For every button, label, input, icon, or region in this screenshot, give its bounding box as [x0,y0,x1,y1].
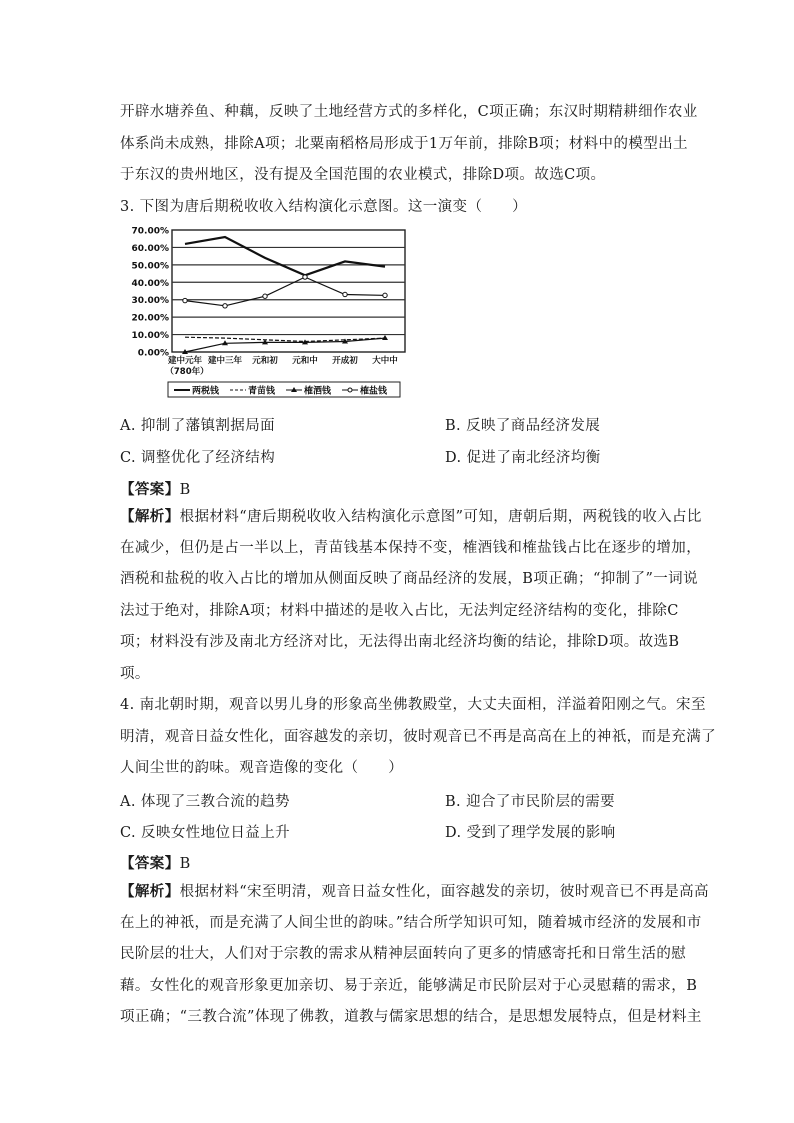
text-line: 体系尚未成熟，排除A项；北粟南稻格局形成于1万年前，排除B项；材料中的模型出土 [120,135,688,152]
q4-option-a[interactable]: A. 体现了三教合流的趋势 [120,794,290,810]
series-line [185,237,385,275]
legend-label: 榷酒钱 [304,386,332,397]
text-line: 在减少，但仍是占一半以上，青苗钱基本保持不变，榷酒钱和榷盐钱占比在逐步的增加， [120,539,702,556]
text-line: 明清，观音日益女性化，面容越发的亲切，彼时观音已不再是高高在上的神祇，而是充满了 [120,728,716,745]
text-line: 人间尘世的韵味。观音造像的变化（ ） [120,760,404,776]
data-point [183,298,187,302]
analysis-label: 【解析】 [120,508,180,525]
q4-analysis [120,876,709,1034]
text-line: 于东汉的贵州地区，没有提及全国范围的农业模式，排除D项。故选C项。 [120,167,606,183]
q3-option-b[interactable]: B. 反映了商品经济发展 [445,418,601,434]
question-3-stem [120,192,680,224]
legend-label: 青苗钱 [248,386,276,397]
y-tick-label: 60.00% [131,243,169,254]
x-tick-note: （780年） [165,367,209,377]
q4-option-b[interactable]: B. 迎合了市民阶层的需要 [445,794,616,810]
question-4-stem [120,690,716,785]
data-point [263,294,267,298]
q3-analysis [120,501,702,690]
text-line: 项；材料没有涉及南北方经济对比，无法得出南北经济均衡的结论，排除D项。故选B [120,634,680,650]
text-line: 法过于绝对，排除A项；材料中描述的是收入占比，无法判定经济结构的变化，排除C [120,602,679,619]
answer-value: B [179,856,191,872]
y-tick-label: 30.00% [131,296,169,307]
y-tick-label: 0.00% [137,348,169,359]
q3-option-d[interactable]: D. 促进了南北经济均衡 [445,450,601,466]
top-paragraph [120,97,698,192]
data-point [223,304,227,308]
analysis-text: 根据材料“唐后期税收收入结构演化示意图”可知，唐朝后期，两税钱的收入占比 [179,509,702,525]
text-line: 3. 下图为唐后期税收收入结构演化示意图。这一演变（ ） [120,199,528,215]
q4-option-d[interactable]: D. 受到了理学发展的影响 [445,825,616,841]
y-tick-label: 70.00% [131,226,169,237]
data-point [343,292,347,296]
text-line: 在上的神祇，而是充满了人间尘世的韵味。”结合所学知识可知，随着城市经济的发展和市 [120,914,702,931]
plot-area [172,230,405,352]
x-tick-label: 大中中 [372,356,398,366]
text-line [120,876,709,908]
q4-option-c[interactable]: C. 反映女性地位日益上升 [120,825,290,841]
series-line [185,277,385,306]
q3-answer [120,478,191,499]
text-line: 酒税和盐税的收入占比的增加从侧面反映了商品经济的发展，B项正确；“抑制了”一词说 [120,571,698,587]
legend-label: 榷盐钱 [360,386,388,397]
text-line: 开辟水塘养鱼、种藕，反映了土地经营方式的多样化，C项正确；东汉时期精耕细作农业 [120,104,698,120]
x-tick-label: 元和中 [292,356,318,366]
data-point [382,335,388,340]
analysis-text: 根据材料“宋至明清，观音日益女性化，面容越发的亲切，彼时观音已不再是高高 [179,884,709,900]
y-tick-label: 50.00% [131,261,169,272]
x-tick-label: 元和初 [252,356,278,366]
text-line: 4. 南北朝时期，观音以男儿身的形象高坐佛教殿堂，大丈夫面相，洋溢着阳刚之气。宋至 [120,697,706,713]
text-line: 民阶层的壮大，人们对于宗教的需求从精神层面转向了更多的情感寄托和日常生活的慰 [120,946,687,962]
legend-marker [348,388,352,392]
legend-label: 两税钱 [192,386,220,397]
series-line [185,338,385,352]
data-point [303,275,307,279]
y-tick-label: 40.00% [131,278,169,289]
x-tick-label: 建中三年 [207,356,243,366]
answer-label: 【答案】 [120,855,180,872]
text-line [120,501,702,533]
answer-label: 【答案】 [120,481,180,498]
q3-option-a[interactable]: A. 抑制了藩镇割据局面 [120,418,275,434]
y-tick-label: 10.00% [131,331,169,342]
tax-structure-chart [120,222,410,400]
text-line: 项。 [120,665,150,682]
x-tick-label: 开成初 [332,356,358,366]
q3-option-c[interactable]: C. 调整优化了经济结构 [120,450,276,466]
answer-value: B [179,482,191,498]
analysis-label: 【解析】 [120,883,180,900]
data-point [383,293,387,297]
text-line: 藉。女性化的观音形象更加亲切、易于亲近，能够满足市民阶层对于心灵慰藉的需求，B [120,977,698,994]
x-tick-label: 建中元年 [167,356,203,366]
text-line: 项正确；“三教合流”体现了佛教，道教与儒家思想的结合，是思想发展特点，但是材料主 [120,1009,702,1025]
y-tick-label: 20.00% [131,313,169,324]
q4-answer [120,852,191,873]
